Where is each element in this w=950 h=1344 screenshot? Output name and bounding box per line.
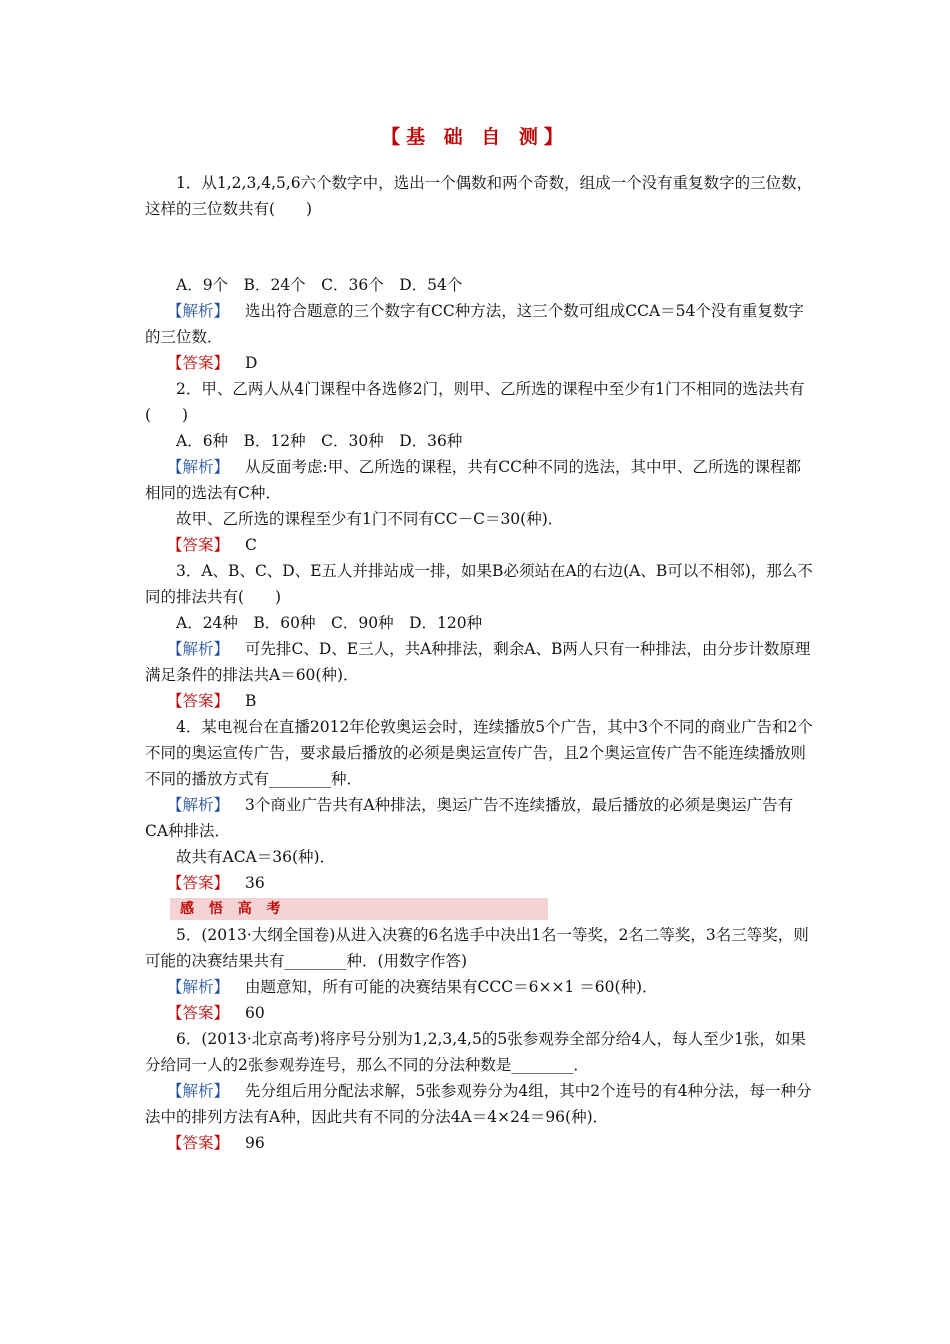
analysis-tag: 【解析】 — [167, 458, 230, 476]
question-4-answer — [145, 870, 813, 896]
question-5-analysis — [145, 974, 813, 1000]
question-6: 6．(2013·北京高考)将序号分别为1,2,3,4,5的5张参观券全部分给4人，每人至少1张，如果分给同一人的2张参观券连号，那么不同的分法种数是________． — [145, 1030, 806, 1074]
page-title: 【基 础 自 测】 — [381, 126, 569, 148]
analysis-text: 由题意知，所有可能的决赛结果有CCC＝6××1 ＝60(种)． — [245, 978, 658, 996]
question-3: 3．A、B、C、D、E五人并排站成一排，如果B必须站在A的右边(A、B可以不相邻)，那么不同的排法共有( ) — [145, 562, 813, 606]
answer-tag: 【答案】 — [167, 536, 230, 554]
question-2-answer — [145, 532, 813, 558]
answer-text: B — [245, 692, 257, 710]
answer-tag: 【答案】 — [167, 874, 230, 892]
answer-text: 96 — [245, 1134, 265, 1152]
answer-tag: 【答案】 — [167, 1004, 230, 1022]
answer-tag: 【答案】 — [167, 354, 230, 372]
analysis-text: 可先排C、D、E三人，共A种排法，剩余A、B两人只有一种排法，由分步计数原理满足条件的排法共A＝60(种)． — [145, 640, 811, 684]
answer-text: C — [245, 536, 257, 554]
answer-tag: 【答案】 — [167, 692, 230, 710]
analysis-text: 从反面考虑:甲、乙所选的课程，共有CC种不同的选法，其中甲、乙所选的课程都相同的选法有C种． — [145, 458, 801, 502]
question-1-options: A．9个 B．24个 C．36个 D．54个 — [176, 276, 463, 294]
analysis-tag: 【解析】 — [167, 1082, 230, 1100]
section-heading: 感 悟 高 考 — [170, 898, 548, 920]
analysis-text: 先分组后用分配法求解，5张参观券分为4组，其中2个连号的有4种分法，每一种分法中的排列方法有A种，因此共有不同的分法4A＝4×24＝96(种)． — [145, 1082, 812, 1126]
question-2-options: A．6种 B．12种 C．30种 D．36种 — [176, 432, 463, 450]
content — [145, 170, 813, 1156]
answer-tag: 【答案】 — [167, 1134, 230, 1152]
answer-text: D — [245, 354, 258, 372]
analysis-text: 选出符合题意的三个数字有CC种方法，这三个数可组成CCA＝54个没有重复数字的三位数． — [145, 302, 804, 346]
question-1-answer — [145, 350, 813, 376]
question-5-answer — [145, 1000, 813, 1026]
question-4-analysis — [145, 792, 813, 844]
question-2-analysis — [145, 454, 813, 506]
answer-text: 36 — [245, 874, 265, 892]
question-3-options: A．24种 B．60种 C．90种 D．120种 — [176, 614, 483, 632]
question-3-answer — [145, 688, 813, 714]
question-4-analysis-extra: 故共有ACA＝36(种)． — [176, 848, 336, 866]
question-2: 2．甲、乙两人从4门课程中各选修2门，则甲、乙所选的课程中至少有1门不相同的选法共有( ) — [145, 380, 805, 424]
question-5: 5．(2013·大纲全国卷)从进入决赛的6名选手中决出1名一等奖，2名二等奖，3名三等奖，则可能的决赛结果共有________种．(用数字作答) — [145, 926, 809, 970]
question-3-analysis — [145, 636, 813, 688]
question-2-analysis-extra: 故甲、乙所选的课程至少有1门不同有CC－C＝30(种)． — [176, 510, 564, 528]
question-1: 1．从1,2,3,4,5,6六个数字中，选出一个偶数和两个奇数，组成一个没有重复数字的三位数，这样的三位数共有( ) — [145, 174, 813, 218]
analysis-text: 3个商业广告共有A种排法，奥运广告不连续播放，最后播放的必须是奥运广告有CA种排法． — [145, 796, 794, 840]
analysis-tag: 【解析】 — [167, 796, 230, 814]
analysis-tag: 【解析】 — [167, 640, 230, 658]
question-6-answer — [145, 1130, 813, 1156]
question-6-analysis — [145, 1078, 813, 1130]
question-1-analysis — [145, 298, 813, 350]
question-4: 4．某电视台在直播2012年伦敦奥运会时，连续播放5个广告，其中3个不同的商业广告和2个不同的奥运宣传广告，要求最后播放的必须是奥运宣传广告，且2个奥运宣传广告不能连续播放则不同的播放方式有________种． — [145, 718, 813, 788]
analysis-tag: 【解析】 — [167, 302, 230, 320]
analysis-tag: 【解析】 — [167, 978, 230, 996]
answer-text: 60 — [245, 1004, 265, 1022]
